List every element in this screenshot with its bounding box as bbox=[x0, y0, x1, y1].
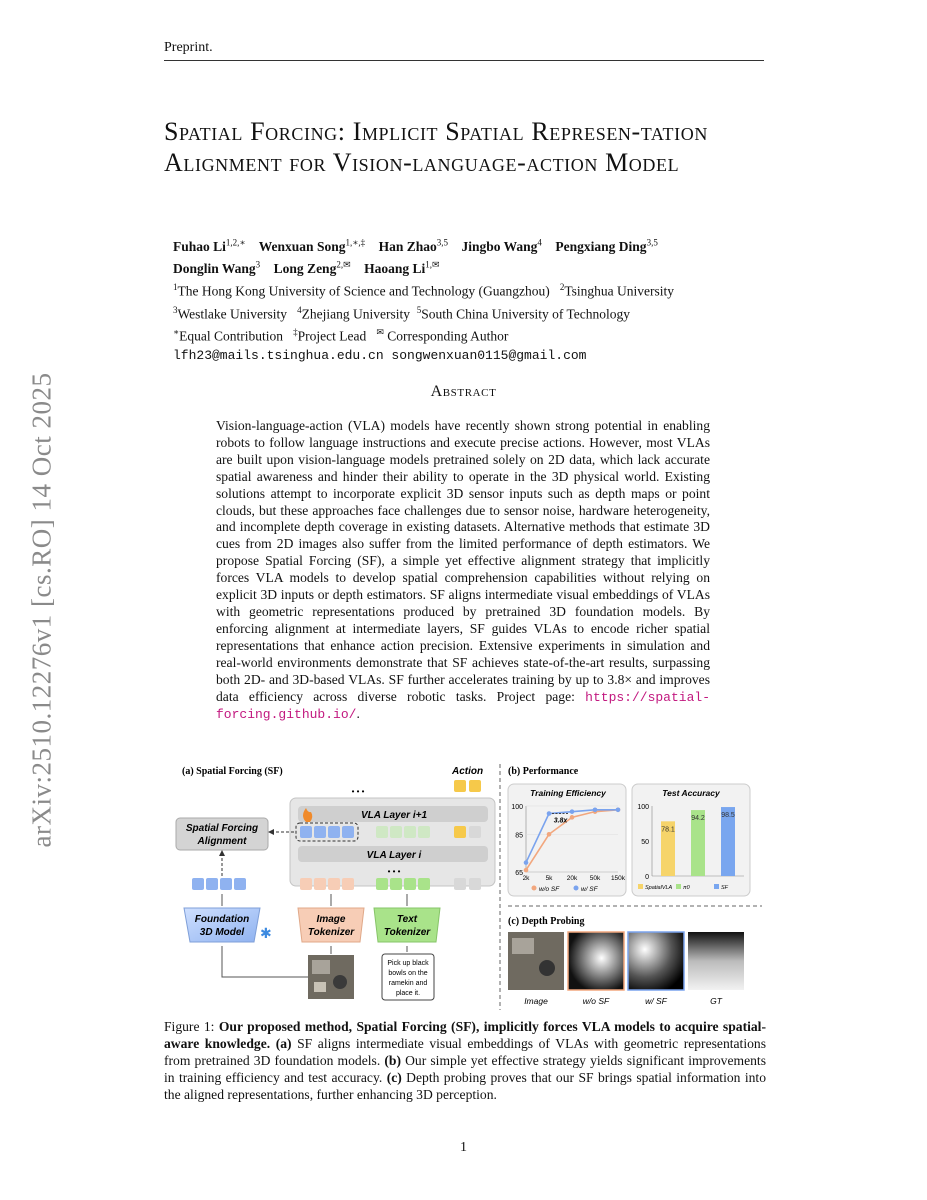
image-token bbox=[300, 878, 312, 890]
flow-arrow bbox=[222, 946, 308, 977]
author: Wenxuan Song$^{1,∗,\ddagger}$ bbox=[258, 237, 366, 254]
text-token bbox=[418, 826, 430, 838]
depth-label: GT bbox=[710, 996, 722, 1006]
bar-value-label: 94.2 bbox=[691, 815, 705, 823]
data-point bbox=[570, 815, 575, 820]
snowflake-icon: ✱ bbox=[260, 925, 272, 941]
image-token bbox=[314, 878, 326, 890]
text-token bbox=[376, 878, 388, 890]
depth-image-gt bbox=[688, 932, 744, 990]
author: Donglin Wang$^3$ bbox=[173, 259, 261, 276]
legend-swatch bbox=[676, 884, 681, 889]
legend-swatch bbox=[638, 884, 643, 889]
depth-image-detail bbox=[512, 938, 534, 954]
robot-scene-detail bbox=[312, 960, 330, 974]
visual-token bbox=[342, 826, 354, 838]
text-token bbox=[376, 826, 388, 838]
x-tick-label: 5k bbox=[545, 875, 553, 882]
arxiv-stamp bbox=[12, 0, 72, 1200]
panel-a-title: (a) Spatial Forcing (SF) bbox=[182, 766, 283, 777]
data-point bbox=[616, 807, 621, 812]
y-tick-label: 100 bbox=[511, 804, 523, 811]
action-token bbox=[454, 780, 466, 792]
depth-label: w/ SF bbox=[645, 996, 667, 1006]
data-point bbox=[524, 860, 529, 865]
instruction-text: ramekin and bbox=[388, 980, 428, 987]
y-tick-label: 50 bbox=[641, 839, 649, 846]
text-token bbox=[390, 878, 402, 890]
robot-scene-detail bbox=[333, 975, 347, 989]
legend-label: SF bbox=[721, 885, 729, 891]
legend-label: SpatialVLA bbox=[645, 885, 673, 891]
arrow-head bbox=[219, 850, 225, 856]
foundation-token bbox=[192, 878, 204, 890]
action-token bbox=[469, 780, 481, 792]
abstract-heading: Abstract bbox=[430, 383, 497, 400]
alignment-label: Spatial Forcing bbox=[185, 823, 259, 834]
depth-image-detail bbox=[539, 960, 555, 976]
affiliation-line: $^1$The Hong Kong University of Science and Technology (Guangzhou) $^2$Tsinghua University bbox=[173, 282, 675, 299]
author: Fuhao $Li^{1,2,∗}$ bbox=[173, 237, 246, 254]
author: Jingbo Wang$^4$ bbox=[461, 237, 542, 254]
author-block bbox=[173, 233, 773, 365]
figure-caption: Figure 1: Our proposed method, Spatial Forcing (SF), implicitly forces VLA models to acquire spatial-aware knowledge. (a) SF aligns intermediate visual embeddings of VLAs with geometric representations from pretrained 3D foundation models. (b) Our simple yet effective strategy yields significant improvements in training efficiency and test accuracy. (c) Depth probing proves that our SF brings spatial information into the aligned representations, further enhancing 3D perception. bbox=[164, 1019, 766, 1102]
foundation-token bbox=[206, 878, 218, 890]
page-number: 1 bbox=[460, 1140, 467, 1155]
y-tick-label: 100 bbox=[637, 804, 649, 811]
text-tokenizer-label: Text bbox=[396, 914, 418, 925]
legend-swatch bbox=[532, 886, 537, 891]
panel-b-title: (b) Performance bbox=[508, 766, 579, 777]
visual-token bbox=[328, 826, 340, 838]
action-token bbox=[469, 878, 481, 890]
figure-1 bbox=[162, 760, 766, 1012]
affiliation-line: $^3$Westlake University $^4$Zhejiang University $^5$South China University of Technology bbox=[173, 304, 631, 321]
running-head: Preprint. bbox=[164, 40, 213, 55]
action-label: Action bbox=[452, 766, 484, 777]
action-token bbox=[469, 826, 481, 838]
data-point bbox=[547, 811, 552, 816]
foundation-token bbox=[234, 878, 246, 890]
x-tick-label: 150k bbox=[610, 875, 626, 882]
author-emails: lfh23@mails.tsinghua.edu.cn songwenxuan0115@gmail.com bbox=[173, 347, 587, 363]
visual-token bbox=[314, 826, 326, 838]
image-token bbox=[328, 878, 340, 890]
text-token bbox=[418, 878, 430, 890]
vla-layer-top-label: VLA Layer i+1 bbox=[360, 810, 428, 821]
image-tokenizer-label: Tokenizer bbox=[307, 927, 355, 938]
data-point bbox=[547, 832, 552, 837]
robot-scene-detail bbox=[314, 982, 326, 992]
data-point bbox=[524, 868, 529, 873]
author: Long Zeng$^{2,✉}$ bbox=[273, 259, 351, 276]
legend-label: w/ SF bbox=[581, 886, 598, 893]
y-tick-label: 65 bbox=[515, 870, 523, 877]
text-token bbox=[390, 826, 402, 838]
instruction-text: place it. bbox=[395, 990, 421, 997]
legend-label: w/o SF bbox=[539, 886, 560, 893]
contribution-notes: ∗Equal Contribution ‡Project Lead ✉ Corresponding Author bbox=[173, 327, 509, 344]
bar-value-label: 78.1 bbox=[661, 826, 675, 834]
depth-image-w-sf bbox=[628, 932, 684, 990]
arxiv-identifier: arXiv:2510.12276v1 [cs.RO] 14 Oct 2025 bbox=[26, 372, 57, 848]
test-accuracy-title: Test Accuracy bbox=[662, 788, 720, 798]
instruction-text: Pick up black bbox=[387, 960, 429, 967]
depth-label: Image bbox=[524, 996, 548, 1006]
author-names bbox=[173, 233, 773, 278]
legend-swatch bbox=[574, 886, 579, 891]
action-token bbox=[454, 878, 466, 890]
author: Haoang $Li^{1,✉}$ bbox=[364, 259, 440, 276]
image-tokenizer-label: Image bbox=[316, 914, 346, 925]
header-rule bbox=[164, 60, 764, 61]
x-tick-label: 20k bbox=[566, 875, 578, 882]
foundation-label: 3D Model bbox=[199, 927, 245, 938]
speedup-label: 3.8x bbox=[553, 817, 568, 825]
ellipsis: • • • bbox=[387, 867, 401, 876]
image-token bbox=[342, 878, 354, 890]
foundation-token bbox=[220, 878, 232, 890]
panel-c-title: (c) Depth Probing bbox=[508, 916, 585, 927]
text-token bbox=[404, 878, 416, 890]
text-token bbox=[404, 826, 416, 838]
legend-label: π0 bbox=[683, 885, 690, 891]
project-page-link[interactable]: https://spatial-forcing.github.io/ bbox=[216, 689, 710, 723]
vla-layer-bottom-label: VLA Layer i bbox=[366, 850, 422, 861]
arrow-head bbox=[268, 829, 274, 835]
training-efficiency-title: Training Efficiency bbox=[530, 788, 606, 798]
abstract-body: Vision-language-action (VLA) models have recently shown strong potential in enabling robots to follow language instructions and execute precise actions. However, most VLAs are built upon vision-language models pretrained solely on 2D data, which lack accurate spatial awareness and hinder their ability to operate in the 3D physical world. Existing solutions attempt to incorporate explicit 3D sensor inputs such as depth maps or point clouds, but these approaches face challenges due to sensor noise, hardware heterogeneity, and incomplete depth coverage in existing datasets. Alternative methods that estimate 3D cues from 2D images also suffer from the limited performance of depth estimators. We propose Spatial Forcing (SF), a simple yet effective alignment strategy that implicitly forces VLA models to develop spatial comprehension capabilities without relying on explicit 3D inputs or depth estimators. SF aligns intermediate visual embeddings of VLAs with geometric representations produced by pretrained 3D foundation models. By enforcing alignment at intermediate layers, SF guides VLAs to encode richer spatial representations that enhance action precision. Extensive experiments in simulation and real-world environments demonstrate that SF achieves state-of-the-art results, surpassing both 2D- and 3D-based VLAs. SF further accelerates training by up to 3.8× and improves data efficiency across diverse robotic tasks. Project page: https://spatial-forcing.github.io/. bbox=[216, 418, 710, 723]
action-token bbox=[454, 826, 466, 838]
text-tokenizer-label: Tokenizer bbox=[383, 927, 431, 938]
paper-title: Spatial Forcing: Implicit Spatial Represen-tation Alignment for Vision-language-action Model bbox=[164, 117, 708, 177]
y-tick-label: 0 bbox=[645, 874, 649, 881]
legend-swatch bbox=[714, 884, 719, 889]
depth-label: w/o SF bbox=[582, 996, 610, 1006]
alignment-label: Alignment bbox=[197, 836, 247, 847]
data-point bbox=[593, 807, 598, 812]
y-tick-label: 85 bbox=[515, 832, 523, 840]
author: Han Zhao$^{3,5}$ bbox=[378, 237, 448, 254]
ellipsis: • • • bbox=[351, 787, 365, 796]
depth-image-wo-sf bbox=[568, 932, 624, 990]
visual-token bbox=[300, 826, 312, 838]
x-tick-label: 2k bbox=[522, 875, 530, 882]
x-tick-label: 50k bbox=[589, 875, 601, 882]
bar-value-label: 98.5 bbox=[721, 812, 735, 820]
foundation-label: Foundation bbox=[194, 914, 250, 925]
data-point bbox=[570, 809, 575, 814]
author: Pengxiang Ding$^{3,5}$ bbox=[555, 237, 658, 254]
instruction-text: bowls on the bbox=[388, 970, 428, 977]
